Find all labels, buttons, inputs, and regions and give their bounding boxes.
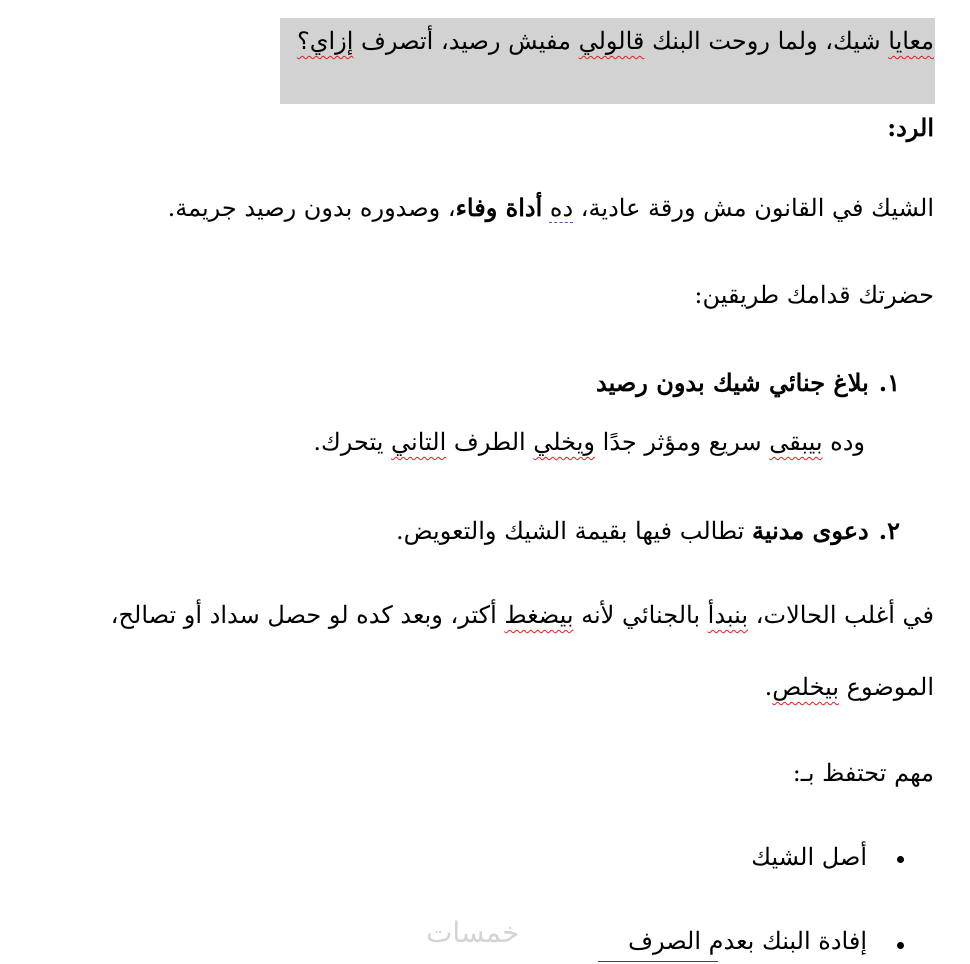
- watermark-logo: خمسات: [426, 916, 520, 949]
- list-item-1-desc-part-6: التاني: [391, 428, 447, 456]
- recommendation-part-2: بنبدأ: [707, 601, 749, 629]
- recommendation-part-3: بالجنائي لأنه: [573, 601, 708, 629]
- paragraph-two-ways: حضرتك قدامك طريقين:: [694, 281, 934, 309]
- list-item-2-number: ٢.: [878, 516, 900, 545]
- list-item-1-number: ١.: [878, 368, 900, 397]
- paragraph-keep-documents: مهم تحتفظ بـ:: [792, 759, 934, 787]
- bullet-dot-1: [897, 856, 904, 863]
- paragraph-recommendation-line-1: [111, 600, 934, 631]
- recommendation-part-4: بيضغط: [504, 601, 574, 629]
- list-item-1-desc-part-3: سريع ومؤثر جدًا: [595, 428, 770, 456]
- question-word-2: شيك، ولما روحت البنك: [644, 27, 889, 55]
- reply-label: الرد:: [887, 113, 934, 142]
- list-item-1-desc-part-4: ويخلي: [533, 428, 596, 456]
- question-word-3: قالولي: [578, 27, 645, 55]
- paragraph-cheque-law: [168, 192, 934, 224]
- recommendation-part-7: بيخلص: [772, 673, 840, 701]
- list-item-1-description: [313, 427, 865, 458]
- list-item-2: [396, 515, 900, 547]
- paragraph-cheque-law-part-3: [542, 194, 550, 222]
- list-item-1-desc-part-7: يتحرك.: [313, 428, 392, 456]
- bullet-item-bank-statement: إفادة البنك بعدم الصرف: [628, 927, 867, 955]
- paragraph-cheque-law-part-2: ده: [549, 194, 574, 222]
- list-item-2-title: دعوى مدنية: [751, 516, 869, 545]
- recommendation-part-8: .: [764, 673, 773, 701]
- paragraph-cheque-law-part-4: ، وصدوره بدون رصيد جريمة.: [167, 194, 456, 222]
- bullet-item-original-cheque: أصل الشيك: [751, 843, 867, 871]
- question-word-4: مفيش رصيد، أتصرف: [353, 27, 579, 55]
- question-word-1: معايا: [888, 27, 934, 55]
- list-item-2-rest: تطالب فيها بقيمة الشيك والتعويض.: [395, 517, 752, 545]
- payment-instrument-term: أداة وفاء: [455, 193, 543, 222]
- question-word-5: إزاي؟: [296, 27, 354, 55]
- bullet-dot-2: [897, 942, 904, 949]
- list-item-1-title-text: بلاغ جنائي شيك بدون رصيد: [596, 368, 869, 397]
- list-item-1-desc-part-5: الطرف: [446, 428, 534, 456]
- recommendation-part-1: في أغلب الحالات،: [748, 601, 934, 629]
- recommendation-part-6: الموضوع: [839, 673, 934, 701]
- recommendation-part-5: أكتر، وبعد كده لو حصل سداد أو تصالح،: [110, 601, 505, 629]
- list-item-1-title: [596, 367, 900, 398]
- paragraph-recommendation-line-2: [765, 672, 934, 703]
- paragraph-cheque-law-part-1: الشيك في القانون مش ورقة عادية،: [573, 194, 934, 222]
- list-item-1-desc-part-2: بيبقى: [769, 428, 823, 456]
- text-underline-marker: [598, 961, 718, 962]
- list-item-1-desc-part-1: وده: [822, 428, 865, 456]
- question-text: [297, 26, 934, 57]
